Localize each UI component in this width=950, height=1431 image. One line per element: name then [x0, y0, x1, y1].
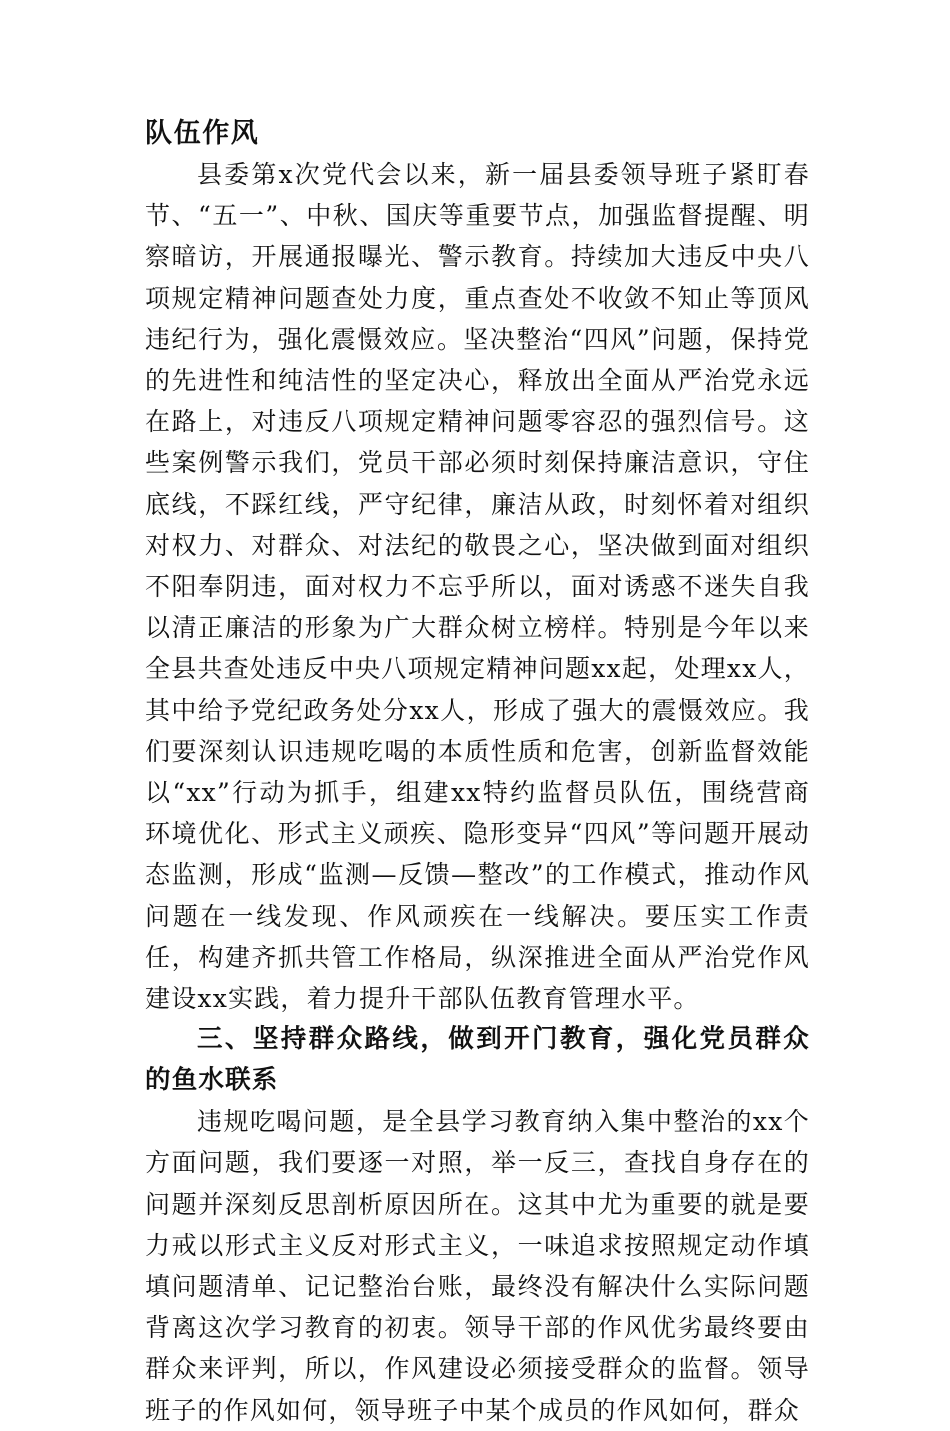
paragraph-2: 违规吃喝问题，是全县学习教育纳入集中整治的xx个方面问题，我们要逐一对照，举一反三，查找自身存在的问题并深刻反思剖析原因所在。这其中尤为重要的就是要力戒以形式主义反对形式主义，一味追求按照规定动作填填问题清单、记记整治台账，最终没有解决什么实际问题背离这次学习教育的初衷。领导干部的作风优劣最终要由群众来评判，所以，作风建设必须接受群众的监督。领导班子的作风如何，领导班子中某个成员的作风如何，群众 [145, 1107, 810, 1425]
section-3-heading: 三、坚持群众路线，做到开门教育，强化党员群众的鱼水联系 [145, 1024, 810, 1096]
document-body [145, 113, 810, 1431]
paragraph-1: 县委第x次党代会以来，新一届县委领导班子紧盯春节、“五一”、中秋、国庆等重要节点，加强监督提醒、明察暗访，开展通报曝光、警示教育。持续加大违反中央八项规定精神问题查处力度，重点查处不收敛不知止等顶风违纪行为，强化震慑效应。坚决整治“四风”问题，保持党的先进性和纯洁性的坚定决心，释放出全面从严治党永远在路上，对违反八项规定精神问题零容忍的强烈信号。这些案例警示我们，党员干部必须时刻保持廉洁意识，守住底线，不踩红线，严守纪律，廉洁从政，时刻怀着对组织对权力、对群众、对法纪的敬畏之心，坚决做到面对组织不阳奉阴违，面对权力不忘乎所以，面对诱惑不迷失自我以清正廉洁的形象为广大群众树立榜样。特别是今年以来全县共查处违反中央八项规定精神问题xx起，处理xx人，其中给予党纪政务处分xx人，形成了强大的震慑效应。我们要深刻认识违规吃喝的本质性质和危害，创新监督效能以“xx”行动为抓手，组建xx特约监督员队伍，围绕营商环境优化、形式主义顽疾、隐形变异“四风”等问题开展动态监测，形成“监测—反馈—整改”的工作模式，推动作风问题在一线发现、作风顽疾在一线解决。要压实工作责任，构建齐抓共管工作格局，纵深推进全面从严治党作风建设xx实践，着力提升干部队伍教育管理水平。 [145, 160, 810, 1014]
section-heading-top: 队伍作风 [145, 118, 260, 149]
